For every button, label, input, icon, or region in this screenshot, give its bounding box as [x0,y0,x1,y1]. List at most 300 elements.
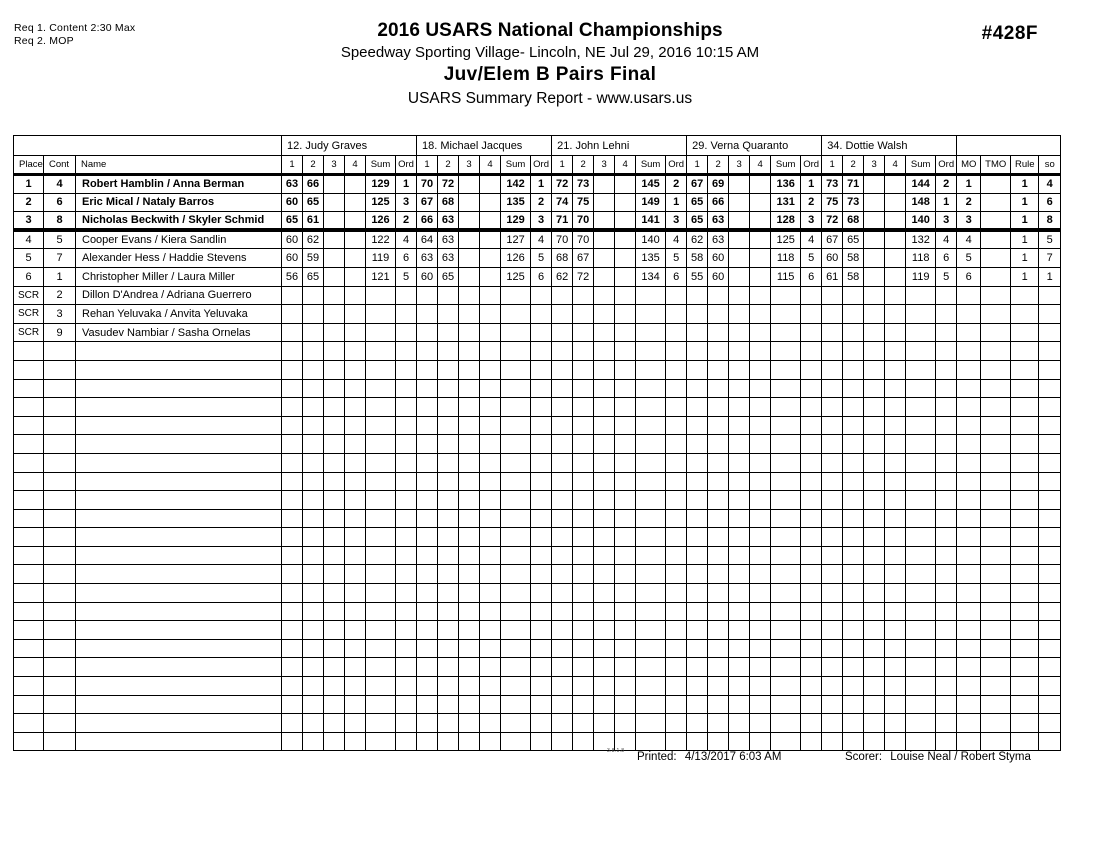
printed-stamp [637,751,781,763]
row-j2-ord: 3 [531,212,552,231]
row-place: 5 [14,249,44,268]
row-j1-mark-1 [282,639,303,658]
row-j4-mark-2 [708,528,729,547]
row-j1-mark-2 [303,658,324,677]
judge-band-row [14,136,1061,156]
row-rule: 1 [1011,249,1039,268]
row-j5-mark-3 [864,695,885,714]
row-j1-mark-2: 66 [303,175,324,194]
row-j5-ord [936,546,957,565]
judge-band-tail [957,136,1061,156]
row-mo: 1 [957,175,981,194]
row-j1-mark-3 [324,212,345,231]
row-j1-mark-4 [345,714,366,733]
row-j1-mark-1 [282,342,303,361]
row-j2-mark-2 [438,584,459,603]
row-j5-ord [936,695,957,714]
judge-header-5: 34. Dottie Walsh [822,136,957,156]
row-j4-mark-4 [750,565,771,584]
row-j4-mark-2 [708,323,729,342]
row-cont [44,416,76,435]
row-tmo [981,323,1011,342]
row-place [14,379,44,398]
row-j1-mark-4 [345,398,366,417]
row-tmo [981,398,1011,417]
row-j1-mark-3 [324,323,345,342]
row-j5-mark-3 [864,267,885,286]
row-j3-mark-4 [615,212,636,231]
row-j1-mark-2 [303,602,324,621]
row-j3-mark-4 [615,435,636,454]
row-j4-mark-3 [729,398,750,417]
row-rule [1011,584,1039,603]
row-j1-mark-4 [345,677,366,696]
row-place [14,732,44,751]
row-j3-mark-1 [552,342,573,361]
table-row [14,249,1061,268]
row-j3-mark-3 [594,305,615,324]
row-j2-mark-4 [480,267,501,286]
row-j3-sum: 149 [636,193,666,212]
row-j5-mark-3 [864,193,885,212]
row-j1-ord [396,602,417,621]
row-j1-mark-4 [345,546,366,565]
column-header-j1-mark-2: 2 [303,156,324,175]
row-cont: 7 [44,249,76,268]
row-j3-mark-2: 72 [573,267,594,286]
row-j2-ord [531,472,552,491]
row-j3-mark-4 [615,602,636,621]
requirement-line-2: Req 2. MOP [14,35,74,47]
row-j2-sum [501,602,531,621]
row-j5-mark-4 [885,472,906,491]
row-j4-ord [801,584,822,603]
row-j5-mark-3 [864,491,885,510]
row-j3-mark-2 [573,472,594,491]
row-j4-mark-4 [750,546,771,565]
row-place [14,584,44,603]
row-j4-ord [801,528,822,547]
row-j5-mark-4 [885,323,906,342]
row-j4-mark-4 [750,175,771,194]
row-j1-sum [366,453,396,472]
row-j3-mark-3 [594,453,615,472]
column-header-row [14,156,1061,175]
row-rule: 1 [1011,175,1039,194]
scorer-label: Scorer: [845,751,883,763]
row-name [76,639,282,658]
row-j3-mark-2 [573,323,594,342]
row-j4-mark-2 [708,546,729,565]
row-j5-mark-3 [864,416,885,435]
row-j2-mark-3 [459,584,480,603]
row-j5-ord: 3 [936,212,957,231]
row-j3-mark-2 [573,360,594,379]
row-j4-ord [801,565,822,584]
row-j3-mark-2 [573,677,594,696]
row-j1-mark-3 [324,435,345,454]
row-j1-mark-4 [345,379,366,398]
row-j1-mark-3 [324,398,345,417]
row-tmo [981,695,1011,714]
row-j4-mark-2: 63 [708,230,729,249]
row-j4-mark-1 [687,416,708,435]
row-rule [1011,435,1039,454]
row-j2-mark-3 [459,453,480,472]
row-j5-mark-3 [864,175,885,194]
row-j5-mark-4 [885,360,906,379]
row-j1-mark-1: 63 [282,175,303,194]
row-name: Dillon D'Andrea / Adriana Guerrero [76,286,282,305]
row-tmo [981,714,1011,733]
row-j2-mark-3 [459,360,480,379]
row-j4-mark-3 [729,491,750,510]
row-j1-mark-3 [324,230,345,249]
row-j4-mark-2: 69 [708,175,729,194]
row-j4-mark-3 [729,602,750,621]
row-j5-mark-1 [822,639,843,658]
row-cont: 2 [44,286,76,305]
row-j4-mark-1 [687,472,708,491]
row-so [1039,305,1061,324]
row-mo [957,528,981,547]
row-mo [957,305,981,324]
row-j1-mark-2 [303,528,324,547]
row-j2-mark-1: 66 [417,212,438,231]
row-j4-mark-4 [750,398,771,417]
row-j1-mark-4 [345,416,366,435]
row-j3-mark-4 [615,695,636,714]
row-j2-mark-1 [417,305,438,324]
row-j2-mark-2 [438,305,459,324]
row-j3-mark-4 [615,621,636,640]
row-j3-ord [666,621,687,640]
row-j4-sum: 128 [771,212,801,231]
row-j5-ord [936,677,957,696]
row-rule [1011,658,1039,677]
row-j2-mark-1 [417,453,438,472]
row-j1-ord [396,639,417,658]
row-j1-mark-4 [345,528,366,547]
column-header-j2-mark-3: 3 [459,156,480,175]
row-j2-mark-3 [459,249,480,268]
row-j4-sum [771,509,801,528]
row-j2-mark-2 [438,491,459,510]
row-j5-mark-2 [843,602,864,621]
table-row [14,286,1061,305]
row-rule [1011,305,1039,324]
row-j2-sum: 142 [501,175,531,194]
row-j1-ord [396,509,417,528]
row-j5-mark-4 [885,621,906,640]
row-j3-ord [666,695,687,714]
row-j1-mark-2 [303,565,324,584]
row-j1-mark-3 [324,286,345,305]
row-j5-sum [906,509,936,528]
row-j5-ord [936,305,957,324]
row-j1-mark-1 [282,379,303,398]
column-header-j5-mark-4: 4 [885,156,906,175]
row-j2-mark-3 [459,267,480,286]
table-row [14,267,1061,286]
row-j5-sum [906,379,936,398]
row-j5-mark-1 [822,602,843,621]
row-j3-mark-1 [552,528,573,547]
row-j3-mark-1: 72 [552,175,573,194]
column-header-j1-mark-1: 1 [282,156,303,175]
column-header-j3-mark-3: 3 [594,156,615,175]
row-j4-mark-3 [729,249,750,268]
row-j4-mark-2 [708,602,729,621]
row-j3-mark-2 [573,546,594,565]
row-j2-sum [501,435,531,454]
row-j4-sum [771,305,801,324]
row-j2-mark-3 [459,286,480,305]
row-j2-ord [531,379,552,398]
row-place: 6 [14,267,44,286]
table-row-empty [14,621,1061,640]
row-rule [1011,360,1039,379]
row-j2-mark-1 [417,379,438,398]
row-j4-mark-4 [750,491,771,510]
row-j2-sum [501,565,531,584]
row-j4-ord [801,491,822,510]
row-j5-sum: 144 [906,175,936,194]
row-j5-sum [906,491,936,510]
row-j2-ord [531,565,552,584]
row-j3-mark-1 [552,360,573,379]
requirement-line-1: Req 1. Content 2:30 Max [14,22,136,34]
row-j4-sum: 136 [771,175,801,194]
row-j1-mark-4 [345,323,366,342]
row-j1-ord [396,528,417,547]
row-j4-mark-2 [708,286,729,305]
row-j1-mark-4 [345,342,366,361]
table-row-empty [14,342,1061,361]
row-j2-mark-3 [459,639,480,658]
row-j3-mark-2: 70 [573,230,594,249]
row-mo [957,565,981,584]
row-place [14,695,44,714]
row-j1-mark-2 [303,509,324,528]
row-name [76,453,282,472]
row-place [14,546,44,565]
row-j4-mark-4 [750,528,771,547]
row-j3-mark-1: 70 [552,230,573,249]
row-j3-mark-1: 62 [552,267,573,286]
row-j1-mark-2 [303,584,324,603]
row-j1-sum [366,342,396,361]
row-j1-mark-1 [282,528,303,547]
row-j1-mark-4 [345,732,366,751]
row-j4-mark-2 [708,714,729,733]
row-name [76,658,282,677]
row-rule [1011,695,1039,714]
row-j4-mark-1 [687,602,708,621]
row-j1-sum [366,491,396,510]
row-j5-mark-4 [885,677,906,696]
row-so [1039,286,1061,305]
row-j4-ord [801,323,822,342]
row-j1-mark-3 [324,379,345,398]
row-j5-mark-3 [864,546,885,565]
row-j3-mark-4 [615,453,636,472]
row-name [76,472,282,491]
row-j1-sum: 126 [366,212,396,231]
row-j4-mark-2 [708,658,729,677]
row-j5-mark-1: 73 [822,175,843,194]
row-j4-mark-4 [750,249,771,268]
row-j3-ord [666,584,687,603]
row-j5-mark-4 [885,565,906,584]
row-cont [44,509,76,528]
row-j2-sum [501,584,531,603]
row-so [1039,435,1061,454]
row-j1-mark-1 [282,732,303,751]
column-header-tmo: TMO [981,156,1011,175]
row-j2-sum: 135 [501,193,531,212]
row-j2-ord [531,453,552,472]
row-j5-mark-4 [885,714,906,733]
column-header-so: so [1039,156,1061,175]
row-j4-mark-1 [687,639,708,658]
row-mo [957,453,981,472]
row-j2-mark-3 [459,398,480,417]
row-j4-sum [771,379,801,398]
row-j5-mark-1 [822,360,843,379]
row-j3-sum [636,584,666,603]
row-j2-ord [531,695,552,714]
row-j3-ord [666,677,687,696]
row-j5-sum [906,714,936,733]
row-j5-mark-1 [822,621,843,640]
row-j5-mark-4 [885,546,906,565]
row-cont [44,695,76,714]
row-j3-mark-4 [615,491,636,510]
row-j1-mark-4 [345,565,366,584]
row-so: 5 [1039,230,1061,249]
row-j5-mark-4 [885,342,906,361]
row-j5-mark-1: 61 [822,267,843,286]
row-cont [44,658,76,677]
row-j4-mark-3 [729,658,750,677]
row-j2-mark-3 [459,416,480,435]
row-j5-mark-1 [822,323,843,342]
row-cont [44,732,76,751]
row-j3-sum [636,695,666,714]
row-j2-ord [531,305,552,324]
row-j3-mark-1 [552,565,573,584]
row-j3-ord [666,714,687,733]
row-so [1039,621,1061,640]
row-j2-sum [501,695,531,714]
row-j5-mark-4 [885,305,906,324]
row-j3-mark-1: 68 [552,249,573,268]
row-so [1039,453,1061,472]
row-j5-mark-3 [864,305,885,324]
row-name [76,677,282,696]
row-place [14,677,44,696]
row-tmo [981,342,1011,361]
row-j3-ord [666,416,687,435]
row-j1-ord: 1 [396,175,417,194]
row-j5-mark-2 [843,565,864,584]
column-header-j4-mark-1: 1 [687,156,708,175]
row-tmo [981,658,1011,677]
row-j5-ord [936,453,957,472]
row-j5-ord: 1 [936,193,957,212]
row-j5-sum [906,472,936,491]
row-j1-sum [366,398,396,417]
row-j2-mark-1 [417,323,438,342]
row-j5-mark-3 [864,528,885,547]
row-place [14,658,44,677]
row-cont [44,398,76,417]
row-j5-mark-3 [864,639,885,658]
row-j1-mark-2 [303,435,324,454]
row-j2-mark-1 [417,416,438,435]
row-j3-ord: 3 [666,212,687,231]
row-j4-mark-1 [687,398,708,417]
row-mo [957,546,981,565]
row-j3-sum [636,305,666,324]
row-j5-ord [936,658,957,677]
row-j3-mark-1 [552,695,573,714]
row-j5-mark-2: 71 [843,175,864,194]
row-j4-mark-3 [729,584,750,603]
row-j3-sum [636,677,666,696]
row-j5-mark-1 [822,286,843,305]
row-j3-mark-2 [573,621,594,640]
row-so [1039,379,1061,398]
row-j2-ord [531,360,552,379]
row-j3-mark-4 [615,286,636,305]
row-j2-ord [531,286,552,305]
row-j2-mark-2 [438,602,459,621]
row-j1-sum [366,286,396,305]
row-tmo [981,249,1011,268]
row-j5-mark-4 [885,416,906,435]
row-j3-mark-1 [552,416,573,435]
row-j2-mark-2 [438,621,459,640]
row-j5-mark-3 [864,602,885,621]
row-j3-sum [636,453,666,472]
row-j2-ord [531,658,552,677]
row-j3-sum [636,435,666,454]
row-j5-sum [906,621,936,640]
report-version: 3.8.1.8 [607,748,625,754]
row-j4-mark-2 [708,435,729,454]
row-mo [957,342,981,361]
row-j1-mark-3 [324,342,345,361]
row-j4-sum [771,695,801,714]
row-j5-mark-3 [864,212,885,231]
row-place: 4 [14,230,44,249]
row-j3-sum: 140 [636,230,666,249]
row-j5-mark-3 [864,584,885,603]
row-j1-mark-4 [345,695,366,714]
row-j2-mark-3 [459,379,480,398]
row-cont [44,602,76,621]
row-rule [1011,732,1039,751]
row-j2-mark-1 [417,286,438,305]
row-j3-sum: 141 [636,212,666,231]
row-j1-mark-1: 60 [282,230,303,249]
row-j1-mark-2: 62 [303,230,324,249]
row-j2-mark-3 [459,212,480,231]
row-j4-sum [771,342,801,361]
row-j1-mark-1 [282,416,303,435]
